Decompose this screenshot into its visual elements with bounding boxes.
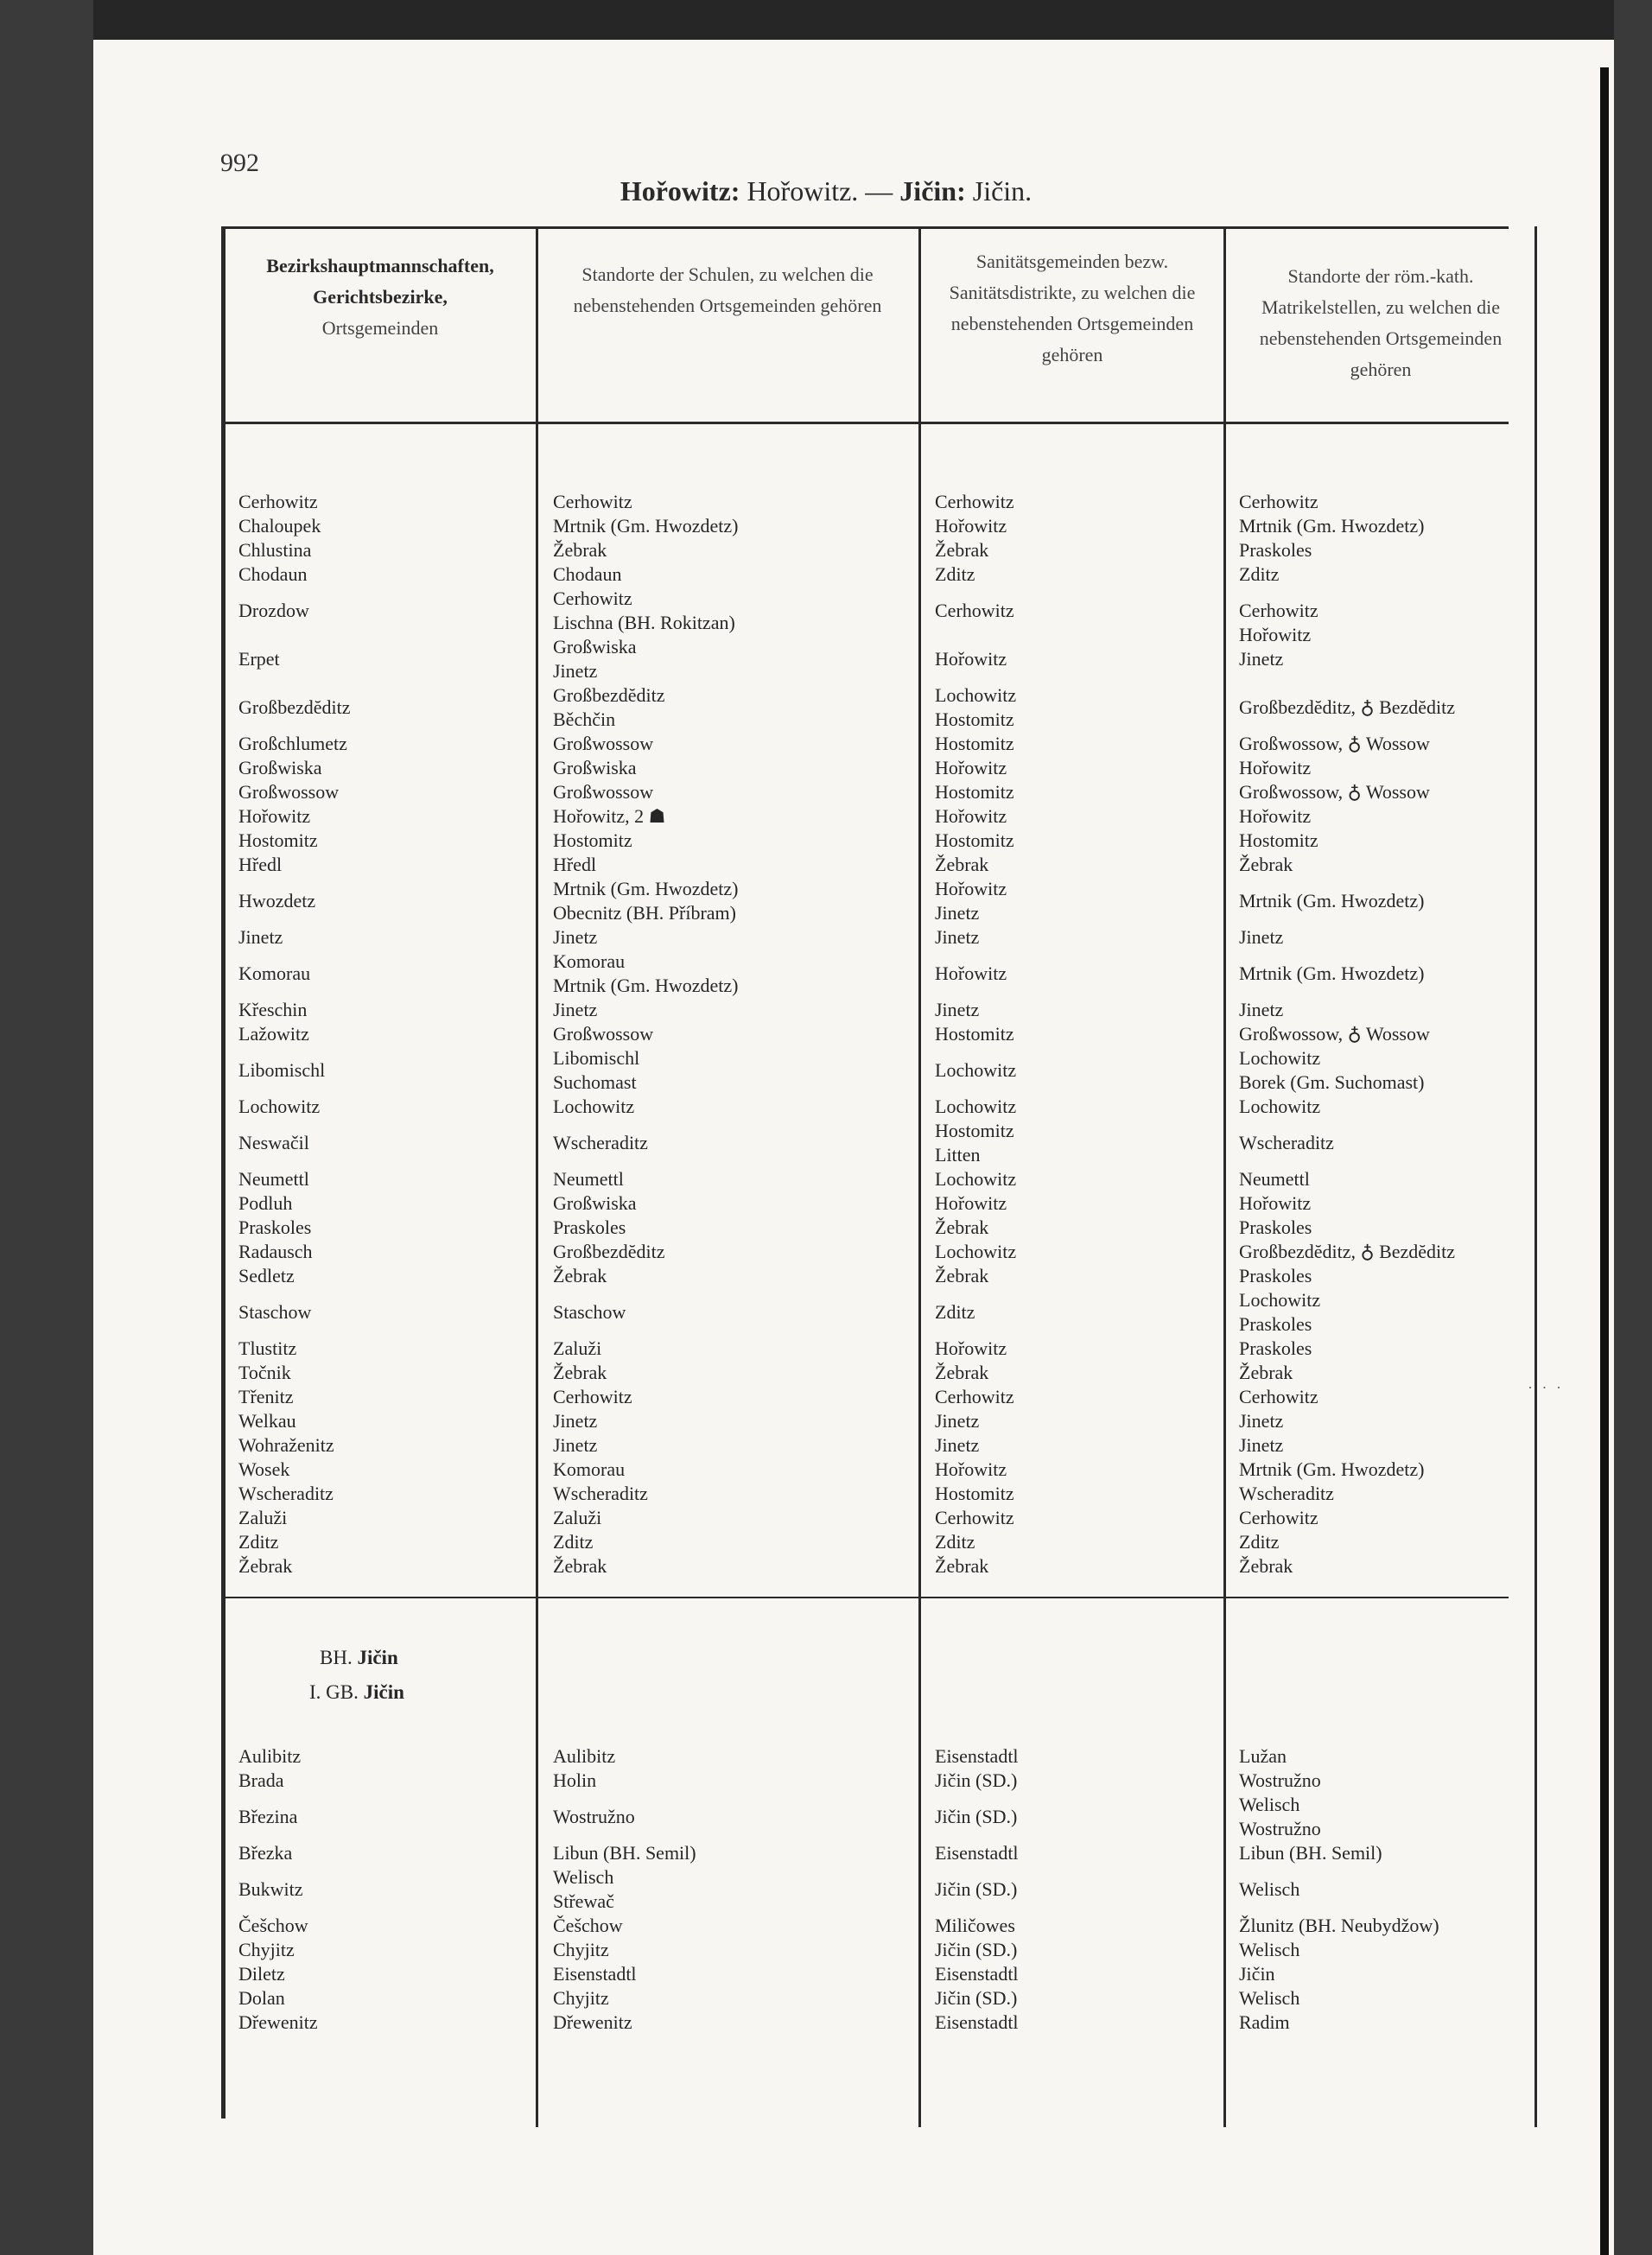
section2-col4-entry: Welisch	[1239, 1794, 1300, 1815]
title-district2-bold: Jičin:	[899, 175, 966, 206]
section1-col4-entry: Jinetz	[1239, 999, 1284, 1020]
header-bottom-rule	[223, 422, 1509, 424]
section2-gb-name: Jičin	[363, 1681, 404, 1703]
section1-col2-entry: Großbezdĕditz	[553, 1241, 665, 1262]
section2-col3-entry: Eisenstadtl	[935, 1842, 1019, 1864]
section2-col2-entry: Holin	[553, 1769, 597, 1791]
section1-col2-entry: Komorau	[553, 1458, 626, 1480]
section2-gb-prefix: I. GB.	[309, 1681, 359, 1703]
section1-col2-entry: Cerhowitz	[553, 588, 632, 609]
title-separator: —	[865, 175, 893, 206]
title-district-bold: Hořowitz:	[620, 175, 740, 206]
section1-col2-entry: Jinetz	[553, 1434, 598, 1456]
section1-col3-entry: Hořowitz	[935, 1337, 1007, 1359]
section1-col3-entry: Hořowitz	[935, 1458, 1007, 1480]
section2-col1-entry: Brada	[238, 1769, 284, 1791]
section2-col2-entry: Dřewenitz	[553, 2011, 632, 2033]
section1-col4-entry: Zditz	[1239, 563, 1280, 585]
section2-col4-entry: Libun (BH. Semil)	[1239, 1842, 1382, 1864]
section1-col3-entry: Lochowitz	[935, 1059, 1017, 1081]
section1-col2-entry: Lochowitz	[553, 1096, 635, 1117]
section1-col4-entry: Wscheraditz	[1239, 1483, 1334, 1504]
section1-col1-entry: Jinetz	[238, 926, 283, 948]
section1-col1-entry: Točnik	[238, 1362, 291, 1383]
section1-col1-entry: Erpet	[238, 648, 280, 670]
section1-col3-entry: Jinetz	[935, 926, 980, 948]
section1-col2-entry: Žebrak	[553, 1555, 607, 1577]
section1-col3-entry: Žebrak	[935, 1216, 989, 1238]
header-col1-line3: Ortsgemeinden	[321, 317, 439, 339]
section1-col1-entry: Staschow	[238, 1301, 312, 1323]
section2-col1-entry: Bukwitz	[238, 1878, 303, 1900]
section1-col3-entry: Jinetz	[935, 902, 980, 924]
section1-col4-entry: Großwossow, ♁ Wossow	[1239, 781, 1430, 803]
section1-col1-entry: Lažowitz	[238, 1023, 309, 1045]
section1-col4-entry: Hořowitz	[1239, 624, 1312, 645]
section1-col1-entry: Großchlumetz	[238, 733, 347, 754]
section1-col3-entry: Žebrak	[935, 539, 989, 561]
section1-col3-entry: Žebrak	[935, 1362, 989, 1383]
section1-col4-entry: Mrtnik (Gm. Hwozdetz)	[1239, 890, 1425, 912]
section1-col1-entry: Hředl	[238, 854, 283, 875]
section1-col1-entry: Hostomitz	[238, 829, 318, 851]
section1-col4-entry: Wscheraditz	[1239, 1132, 1334, 1153]
section2-col3-entry: Jičin (SD.)	[935, 1939, 1018, 1960]
section2-col3-entry: Jičin (SD.)	[935, 1987, 1018, 2009]
section1-col2-entry: Großwiska	[553, 1192, 637, 1214]
scan-right-border	[1600, 67, 1609, 2255]
section1-col2-entry: Žebrak	[553, 539, 607, 561]
section1-col4-entry: Mrtnik (Gm. Hwozdetz)	[1239, 515, 1425, 537]
section1-col4-entry: Žebrak	[1239, 1555, 1293, 1577]
section1-col1-entry: Praskoles	[238, 1216, 312, 1238]
section2-col3-entry: Eisenstadtl	[935, 1963, 1019, 1985]
section1-col4-entry: Mrtnik (Gm. Hwozdetz)	[1239, 1458, 1425, 1480]
header-col4: Standorte der röm.-kath. Matrikelstellen, zu welchen die nebenstehenden Ortsgemeinden gehören	[1259, 265, 1503, 380]
section1-col1-entry: Wosek	[238, 1458, 290, 1480]
column-rule-1	[536, 226, 538, 2127]
section2-col2-entry: Welisch	[553, 1866, 614, 1888]
section1-col1-entry: Chlustina	[238, 539, 312, 561]
section2-col3-entry: Jičin (SD.)	[935, 1878, 1018, 1900]
section1-col4-entry: Jinetz	[1239, 648, 1284, 670]
section1-col3-entry: Hostomitz	[935, 733, 1014, 754]
section1-col4-entry: Cerhowitz	[1239, 600, 1318, 621]
section1-col2-entry: Hořowitz, 2 ☗	[553, 805, 666, 827]
section1-col4-entry: Jinetz	[1239, 926, 1284, 948]
section2-col1-entry: Chyjitz	[238, 1939, 295, 1960]
table-top-rule	[223, 226, 1509, 229]
section1-col2-entry: Großbezdĕditz	[553, 684, 665, 706]
section1-col1-entry: Chodaun	[238, 563, 308, 585]
section1-col1-entry: Libomischl	[238, 1059, 326, 1081]
section1-col1-entry: Cerhowitz	[238, 491, 318, 512]
title-district2: Jičin.	[972, 175, 1032, 206]
section2-col1-entry: Březka	[238, 1842, 293, 1864]
section1-col2-entry: Jinetz	[553, 926, 598, 948]
section2-col1-entry: Diletz	[238, 1963, 285, 1985]
section1-col4-entry: Žebrak	[1239, 854, 1293, 875]
section1-col1-entry: Hwozdetz	[238, 890, 316, 912]
section1-col4-entry: Cerhowitz	[1239, 1507, 1318, 1528]
section1-col3-entry: Hořowitz	[935, 962, 1007, 984]
section1-col3-entry: Zditz	[935, 563, 975, 585]
section1-col4-entry: Großwossow, ♁ Wossow	[1239, 1023, 1430, 1045]
section1-col2-entry: Wscheraditz	[553, 1132, 648, 1153]
section1-col3-entry: Hořowitz	[935, 878, 1007, 899]
section1-col2-entry: Mrtnik (Gm. Hwozdetz)	[553, 515, 739, 537]
margin-dots: · · ·	[1528, 1379, 1564, 1396]
section1-col2-entry: Běchčin	[553, 708, 616, 730]
section2-col4-entry: Welisch	[1239, 1987, 1300, 2009]
section1-col2-entry: Libomischl	[553, 1047, 640, 1069]
section1-col4-entry: Zditz	[1239, 1531, 1280, 1553]
section1-col3-entry: Jinetz	[935, 1434, 980, 1456]
section1-col3-entry: Zditz	[935, 1301, 975, 1323]
section1-col4-entry: Lochowitz	[1239, 1289, 1321, 1311]
section2-gb-heading	[309, 1681, 404, 1704]
section1-col2-entry: Žebrak	[553, 1362, 607, 1383]
section2-col3-entry: Jičin (SD.)	[935, 1806, 1018, 1827]
section2-col4-entry: Jičin	[1239, 1963, 1275, 1985]
section1-col3-entry: Hostomitz	[935, 708, 1014, 730]
section1-col2-entry: Großwiska	[553, 757, 637, 778]
section1-col2-entry: Cerhowitz	[553, 491, 632, 512]
section1-col3-entry: Hostomitz	[935, 1023, 1014, 1045]
section1-col4-entry: Praskoles	[1239, 1313, 1312, 1335]
header-col2: Standorte der Schulen, zu welchen die nebenstehenden Ortsgemeinden gehören	[573, 264, 882, 316]
section1-col4-entry: Großbezdĕditz, ♁ Bezdĕditz	[1239, 696, 1456, 718]
column-rule-3	[1223, 226, 1226, 2127]
title-district: Hořowitz.	[747, 175, 859, 206]
section1-col1-entry: Hořowitz	[238, 805, 311, 827]
section1-col2-entry: Jinetz	[553, 999, 598, 1020]
section1-col1-entry: Lochowitz	[238, 1096, 321, 1117]
table-left-rule	[221, 226, 226, 2118]
section1-col2-entry: Großwossow	[553, 733, 654, 754]
section1-col3-entry: Žebrak	[935, 854, 989, 875]
section1-col3-entry: Hostomitz	[935, 781, 1014, 803]
section1-col2-entry: Jinetz	[553, 1410, 598, 1432]
section2-col1-entry: Dolan	[238, 1987, 285, 2009]
section1-col2-entry: Suchomast	[553, 1071, 637, 1093]
section2-col3-entry: Jičin (SD.)	[935, 1769, 1018, 1791]
section1-col1-entry: Neswačil	[238, 1132, 309, 1153]
section1-col3-entry: Cerhowitz	[935, 491, 1014, 512]
section2-bh-name: Jičin	[357, 1647, 398, 1668]
section2-col4-entry: Welisch	[1239, 1939, 1300, 1960]
section1-col4-entry: Neumettl	[1239, 1168, 1310, 1190]
section1-col2-entry: Mrtnik (Gm. Hwozdetz)	[553, 975, 739, 996]
section1-col1-entry: Komorau	[238, 962, 311, 984]
section1-col4-entry: Žebrak	[1239, 1362, 1293, 1383]
page-title	[0, 175, 1652, 207]
section1-col4-entry: Großbezdĕditz, ♁ Bezdĕditz	[1239, 1241, 1456, 1262]
section1-col1-entry: Žebrak	[238, 1555, 293, 1577]
section2-col3-entry: Eisenstadtl	[935, 1745, 1019, 1767]
section1-col2-entry: Neumettl	[553, 1168, 624, 1190]
section1-col2-entry: Staschow	[553, 1301, 626, 1323]
section1-col4-entry: Großwossow, ♁ Wossow	[1239, 733, 1430, 754]
section1-col2-entry: Lischna (BH. Rokitzan)	[553, 612, 735, 633]
header-col1-line1: Bezirkshauptmannschaften,	[266, 255, 494, 276]
section2-col2-entry: Aulibitz	[553, 1745, 616, 1767]
section1-col4-entry: Cerhowitz	[1239, 1386, 1318, 1407]
section1-col1-entry: Welkau	[238, 1410, 296, 1432]
section2-col4-entry: Lužan	[1239, 1745, 1287, 1767]
section2-col1-entry: Aulibitz	[238, 1745, 302, 1767]
section1-col2-entry: Zditz	[553, 1531, 594, 1553]
section1-col2-entry: Žebrak	[553, 1265, 607, 1286]
section2-col4-entry: Wostružno	[1239, 1818, 1321, 1839]
section1-col3-entry: Hostomitz	[935, 1483, 1014, 1504]
section1-col1-entry: Sedletz	[238, 1265, 295, 1286]
section1-col3-entry: Jinetz	[935, 1410, 980, 1432]
section2-col2-entry: Eisenstadtl	[553, 1963, 637, 1985]
section1-col3-entry: Žebrak	[935, 1555, 989, 1577]
section1-col2-entry: Zaluži	[553, 1507, 602, 1528]
section2-col1-entry: Češchow	[238, 1915, 308, 1936]
section2-col4-entry: Welisch	[1239, 1878, 1300, 1900]
section1-col3-entry: Hořowitz	[935, 515, 1007, 537]
section1-col2-entry: Großwiska	[553, 636, 637, 657]
section1-col4-entry: Hostomitz	[1239, 829, 1318, 851]
section1-col4-entry: Hořowitz	[1239, 805, 1312, 827]
section1-col2-entry: Hostomitz	[553, 829, 632, 851]
section1-col3-entry: Lochowitz	[935, 1096, 1017, 1117]
section1-col1-entry: Zditz	[238, 1531, 279, 1553]
section1-col2-entry: Cerhowitz	[553, 1386, 632, 1407]
section1-col1-entry: Großwossow	[238, 781, 340, 803]
section1-col1-entry: Chaloupek	[238, 515, 321, 537]
section1-col3-entry: Lochowitz	[935, 1241, 1017, 1262]
section1-col4-entry: Praskoles	[1239, 1265, 1312, 1286]
section2-col4-entry: Wostružno	[1239, 1769, 1321, 1791]
section1-col3-entry: Hořowitz	[935, 1192, 1007, 1214]
section1-col4-entry: Cerhowitz	[1239, 491, 1318, 512]
section1-col1-entry: Großbezdĕditz	[238, 696, 351, 718]
section1-col1-entry: Großwiska	[238, 757, 322, 778]
section1-col1-entry: Zaluži	[238, 1507, 288, 1528]
section1-col1-entry: Tlustitz	[238, 1337, 297, 1359]
section2-bh-heading	[320, 1647, 398, 1669]
section1-col4-entry: Borek (Gm. Suchomast)	[1239, 1071, 1425, 1093]
section1-col1-entry: Radausch	[238, 1241, 313, 1262]
section2-col2-entry: Češchow	[553, 1915, 623, 1936]
section1-col1-entry: Wscheraditz	[238, 1483, 334, 1504]
section1-col3-entry: Hostomitz	[935, 1120, 1014, 1141]
section1-col1-entry: Neumettl	[238, 1168, 309, 1190]
section1-col3-entry: Jinetz	[935, 999, 980, 1020]
page-number: 992	[220, 149, 259, 177]
section1-col3-entry: Cerhowitz	[935, 1386, 1014, 1407]
section2-col2-entry: Libun (BH. Semil)	[553, 1842, 696, 1864]
section1-col4-entry: Jinetz	[1239, 1434, 1284, 1456]
section1-col3-entry: Hořowitz	[935, 648, 1007, 670]
section1-col4-entry: Hořowitz	[1239, 1192, 1312, 1214]
section1-col1-entry: Křeschin	[238, 999, 308, 1020]
header-col3: Sanitätsgemeinden bezw. Sanitätsdistrikte, zu welchen die nebenstehenden Ortsgemeinden gehören	[949, 251, 1196, 365]
section1-col3-entry: Hostomitz	[935, 829, 1014, 851]
section1-col2-entry: Großwossow	[553, 781, 654, 803]
section1-col2-entry: Zaluži	[553, 1337, 602, 1359]
section1-col3-entry: Cerhowitz	[935, 600, 1014, 621]
section1-col2-entry: Obecnitz (BH. Příbram)	[553, 902, 736, 924]
section1-col2-entry: Wscheraditz	[553, 1483, 648, 1504]
section2-col1-entry: Březina	[238, 1806, 298, 1827]
section2-bh-prefix: BH.	[320, 1647, 353, 1668]
section2-col4-entry: Žlunitz (BH. Neubydžow)	[1239, 1915, 1439, 1936]
section1-col4-entry: Praskoles	[1239, 1216, 1312, 1238]
section1-col3-entry: Lochowitz	[935, 684, 1017, 706]
section1-col4-entry: Lochowitz	[1239, 1047, 1321, 1069]
header-col1	[226, 251, 534, 344]
section1-col1-entry: Wohraženitz	[238, 1434, 334, 1456]
section1-col2-entry: Chodaun	[553, 563, 622, 585]
section2-col1-entry: Dřewenitz	[238, 2011, 318, 2033]
column-rule-2	[918, 226, 921, 2127]
section2-col3-entry: Miličowes	[935, 1915, 1015, 1936]
section1-col3-entry: Cerhowitz	[935, 1507, 1014, 1528]
table-right-rule	[1534, 226, 1537, 2127]
section1-col3-entry: Hořowitz	[935, 757, 1007, 778]
section1-col2-entry: Großwossow	[553, 1023, 654, 1045]
section2-col2-entry: Wostružno	[553, 1806, 635, 1827]
section2-col4-entry: Radim	[1239, 2011, 1290, 2033]
section1-col2-entry: Jinetz	[553, 660, 598, 682]
section1-col2-entry: Praskoles	[553, 1216, 626, 1238]
section1-col1-entry: Třenitz	[238, 1386, 294, 1407]
section1-col3-entry: Žebrak	[935, 1265, 989, 1286]
section1-col1-entry: Drozdow	[238, 600, 309, 621]
section1-col3-entry: Litten	[935, 1144, 981, 1166]
section1-col4-entry: Lochowitz	[1239, 1096, 1321, 1117]
section1-col4-entry: Praskoles	[1239, 1337, 1312, 1359]
header-col1-line2: Gerichtsbezirke,	[313, 286, 448, 308]
section1-col4-entry: Hořowitz	[1239, 757, 1312, 778]
section1-col3-entry: Lochowitz	[935, 1168, 1017, 1190]
section2-col3-entry: Eisenstadtl	[935, 2011, 1019, 2033]
section1-col4-entry: Mrtnik (Gm. Hwozdetz)	[1239, 962, 1425, 984]
section-divider-rule	[223, 1597, 1509, 1598]
section2-col2-entry: Střewač	[553, 1890, 614, 1912]
section1-col3-entry: Zditz	[935, 1531, 975, 1553]
section1-col1-entry: Podluh	[238, 1192, 293, 1214]
section1-col3-entry: Hořowitz	[935, 805, 1007, 827]
section2-col2-entry: Chyjitz	[553, 1939, 609, 1960]
section1-col2-entry: Hředl	[553, 854, 597, 875]
section2-col2-entry: Chyjitz	[553, 1987, 609, 2009]
section1-col4-entry: Praskoles	[1239, 539, 1312, 561]
section1-col2-entry: Mrtnik (Gm. Hwozdetz)	[553, 878, 739, 899]
section1-col4-entry: Jinetz	[1239, 1410, 1284, 1432]
section1-col2-entry: Komorau	[553, 950, 626, 972]
